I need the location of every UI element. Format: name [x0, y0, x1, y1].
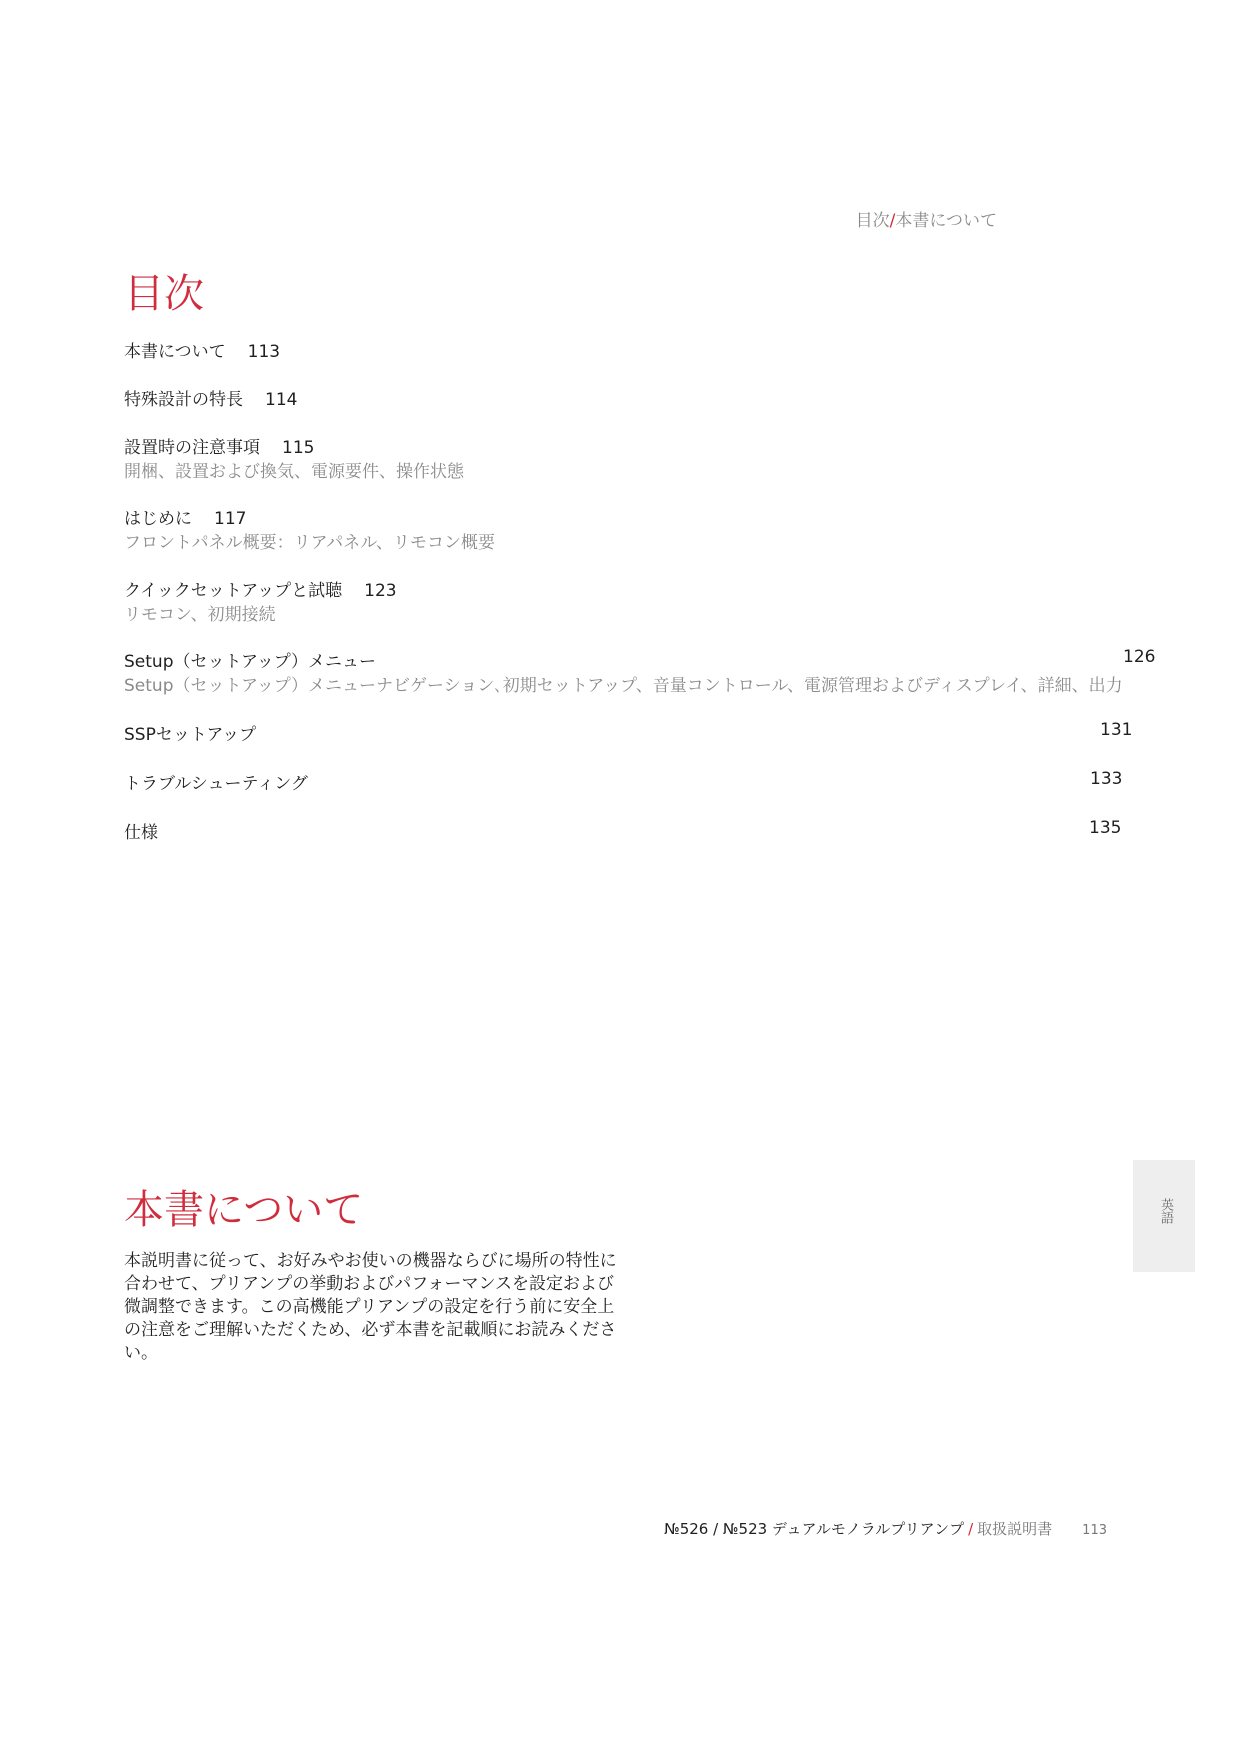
breadcrumb — [856, 206, 997, 231]
toc-entry-page: 123 — [364, 581, 397, 601]
toc-entry[interactable] — [124, 576, 1144, 625]
toc-entry[interactable] — [124, 818, 1144, 843]
breadcrumb-current: 本書について — [895, 211, 997, 231]
toc-entry-title[interactable]: 設置時の注意事項 — [124, 438, 260, 458]
toc-entry[interactable] — [124, 647, 1156, 696]
toc-entry[interactable] — [124, 720, 1144, 745]
toc-entry-title[interactable]: 特殊設計の特長 — [124, 390, 243, 410]
toc-entry-title[interactable]: Setup（セットアップ）メニュー — [124, 652, 376, 672]
toc-entry-page: 114 — [265, 390, 298, 410]
toc-entry-title[interactable]: クイックセットアップと試聴 — [124, 581, 343, 601]
toc-entry-title[interactable]: SSPセットアップ — [124, 725, 257, 745]
toc-entry-page: 135 — [1089, 818, 1122, 838]
language-tab-label: 英語 — [1158, 1198, 1173, 1224]
toc-entry-page: 113 — [247, 342, 281, 362]
toc-entry-page: 126 — [1123, 647, 1156, 667]
toc-entry[interactable] — [124, 504, 1144, 553]
language-tab[interactable] — [1133, 1160, 1195, 1272]
footer-model: №526 / №523 デュアルモノラルプリアンプ — [664, 1520, 965, 1538]
toc-entry-title[interactable]: 本書について — [124, 342, 226, 362]
toc-entry-page: 133 — [1090, 769, 1123, 789]
toc-entry[interactable] — [124, 433, 1144, 482]
toc-entry[interactable] — [124, 769, 1144, 794]
toc-entry-page: 117 — [214, 509, 247, 529]
about-section-title: 本書について — [124, 1187, 364, 1233]
toc-entry-subtopics: リモコン、初期接続 — [124, 605, 276, 625]
toc-entry-subtopics: 開梱、設置および換気、電源要件、操作状態 — [124, 462, 464, 482]
footer-separator: / — [968, 1520, 974, 1538]
toc-entry[interactable] — [124, 385, 1144, 410]
page-footer — [664, 1518, 1107, 1539]
toc-entry-page: 131 — [1100, 720, 1133, 740]
breadcrumb-toc: 目次 — [855, 211, 890, 231]
toc-entry-subtopics: フロントパネル概要：リアパネル、リモコン概要 — [124, 533, 495, 553]
toc-entry-page: 115 — [282, 438, 315, 458]
page-number: 113 — [1082, 1523, 1107, 1538]
toc-entry-title[interactable]: トラブルシューティング — [124, 774, 308, 794]
about-section-body: 本説明書に従って、お好みやお使いの機器ならびに場所の特性に合わせて、プリアンプの挙動およびパフォーマンスを設定および微調整できます。この高機能プリアンプの設定を行う前に安全上の注意をご理解いただくため、必ず本書を記載順にお読みください。 — [124, 1251, 617, 1363]
footer-doc-type: 取扱説明書 — [977, 1520, 1053, 1538]
toc-entry-title[interactable]: 仕様 — [124, 823, 158, 843]
toc-entry-subtopics: Setup（セットアップ）メニューナビゲーション､初期セットアップ、音量コントロール、電源管理およびディスプレイ、詳細、出力 — [124, 676, 1123, 696]
toc-entry-title[interactable]: はじめに — [124, 509, 192, 529]
breadcrumb-separator: / — [889, 211, 896, 231]
toc-entry[interactable] — [124, 337, 1144, 362]
toc-title: 目次 — [124, 271, 204, 317]
